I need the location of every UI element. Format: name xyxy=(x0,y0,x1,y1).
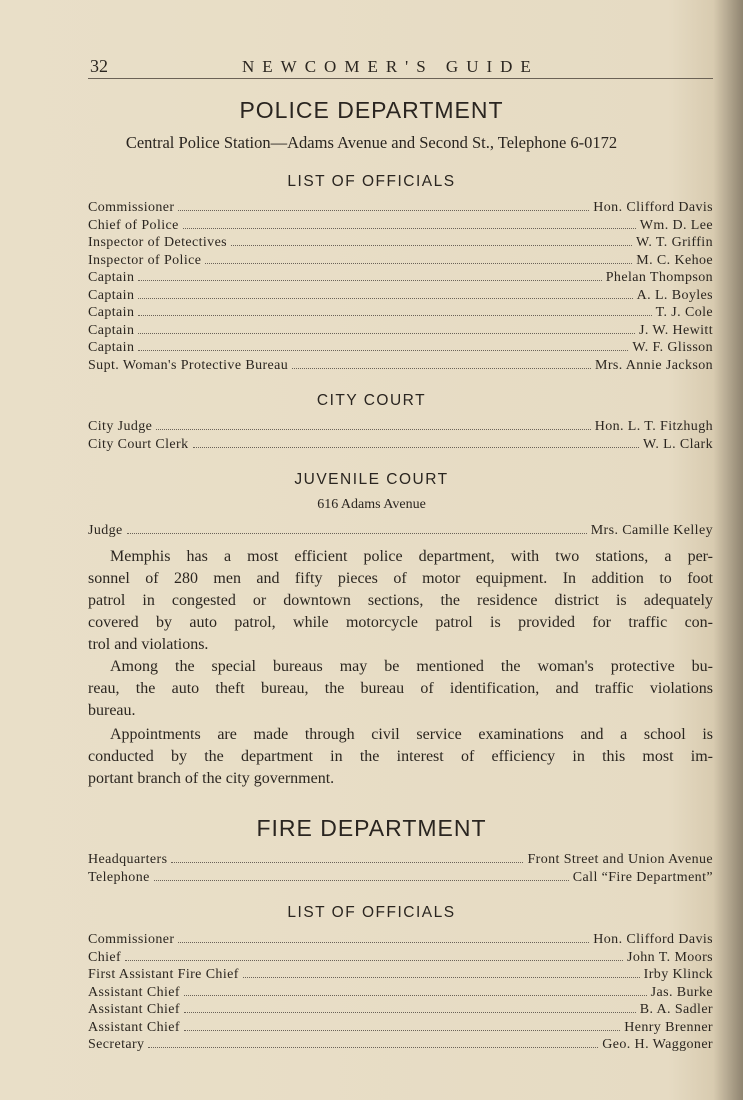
role-label: Captain xyxy=(88,305,135,320)
official-name: W. F. Glisson xyxy=(632,340,713,355)
official-name: John T. Moors xyxy=(627,949,713,965)
role-label: Assistant Chief xyxy=(88,1019,180,1035)
police-official-row xyxy=(88,269,713,286)
paragraph-line: covered by auto patrol, while motorcycle patrol is provided for traffic con- xyxy=(88,614,713,631)
fire-official-row xyxy=(88,931,713,948)
official-name: B. A. Sadler xyxy=(639,1002,713,1017)
paragraph-line: bureau. xyxy=(88,702,136,719)
role-label: Commissioner xyxy=(88,932,175,947)
police-department-title: POLICE DEPARTMENT xyxy=(239,97,504,123)
body-paragraph xyxy=(88,724,713,790)
dot-leader xyxy=(125,950,623,961)
official-name: Hon. L. T. Fitzhugh xyxy=(594,419,713,434)
dot-leader xyxy=(138,323,635,334)
official-name: T. J. Cole xyxy=(655,305,713,320)
official-name: A. L. Boyles xyxy=(636,287,713,303)
police-official-row xyxy=(88,322,713,339)
dot-leader xyxy=(178,932,589,943)
role-label: Judge xyxy=(88,523,123,538)
fire-official-row xyxy=(88,1019,713,1036)
dot-leader xyxy=(178,200,589,211)
paragraph-line: portant branch of the city government. xyxy=(88,770,335,787)
paragraph-line: trol and violations. xyxy=(88,636,209,653)
fire-official-row xyxy=(88,1036,713,1053)
fire-department-title: FIRE DEPARTMENT xyxy=(256,815,487,841)
dot-leader xyxy=(156,419,590,430)
dot-leader xyxy=(138,270,601,281)
official-name: Hon. Clifford Davis xyxy=(593,200,713,215)
juvenile-court-row xyxy=(88,522,713,539)
role-label: Captain xyxy=(88,287,135,303)
dot-leader xyxy=(138,288,632,299)
city-court-heading: CITY COURT xyxy=(316,392,427,409)
paragraph-line: reau, the auto theft bureau, the bureau of identification, and traffic violations xyxy=(88,680,713,697)
fire-official-row xyxy=(88,984,713,1001)
role-label: Assistant Chief xyxy=(88,1002,180,1017)
role-label: Captain xyxy=(88,340,135,355)
role-label: Captain xyxy=(88,322,135,338)
role-label: Commissioner xyxy=(88,200,175,215)
paragraph-line: Memphis has a most efficient police department, with two stations, a per- xyxy=(110,548,713,565)
official-name: Mrs. Annie Jackson xyxy=(594,357,713,373)
running-title: NEWCOMER'S GUIDE xyxy=(242,57,539,76)
official-name: Geo. H. Waggoner xyxy=(602,1037,713,1052)
dot-leader xyxy=(171,852,523,863)
role-label: City Court Clerk xyxy=(88,437,189,452)
police-official-row xyxy=(88,252,713,269)
role-label: Assistant Chief xyxy=(88,984,180,1000)
official-name: Irby Klinck xyxy=(643,967,713,982)
role-label: Supt. Woman's Protective Bureau xyxy=(88,357,289,373)
paragraph-line: sonnel of 280 men and fifty pieces of motor equipment. In addition to foot xyxy=(88,570,713,587)
police-official-row xyxy=(88,217,713,234)
fire-official-row xyxy=(88,949,713,966)
dot-leader xyxy=(205,253,632,264)
role-label: Headquarters xyxy=(88,852,168,867)
juvenile-court-address: 616 Adams Avenue xyxy=(317,497,426,512)
juvenile-court-heading: JUVENILE COURT xyxy=(294,471,449,488)
fire-official-row xyxy=(88,966,713,983)
dot-leader xyxy=(148,1037,598,1048)
paragraph-line: Among the special bureaus may be mentioned the woman's protective bu- xyxy=(110,658,713,675)
dot-leader xyxy=(184,1002,636,1013)
dot-leader xyxy=(154,870,569,881)
role-label: Chief xyxy=(88,949,122,965)
official-name: J. W. Hewitt xyxy=(638,322,713,338)
body-paragraph xyxy=(88,656,713,722)
official-name: Phelan Thompson xyxy=(605,270,713,285)
body-paragraph xyxy=(88,546,713,656)
official-name: Mrs. Camille Kelley xyxy=(590,523,713,538)
official-name: W. T. Griffin xyxy=(635,235,713,250)
dot-leader xyxy=(243,967,640,978)
official-name: Hon. Clifford Davis xyxy=(593,932,713,947)
police-official-row xyxy=(88,357,713,374)
city-court-row xyxy=(88,418,713,435)
dot-leader xyxy=(138,340,628,351)
info-value: Call “Fire Department” xyxy=(572,870,713,885)
dot-leader xyxy=(184,985,647,996)
official-name: Wm. D. Lee xyxy=(639,217,713,233)
dot-leader xyxy=(292,358,591,369)
role-label: Captain xyxy=(88,270,135,285)
official-name: M. C. Kehoe xyxy=(636,252,713,268)
role-label: City Judge xyxy=(88,419,153,434)
fire-official-row xyxy=(88,1001,713,1018)
police-official-row xyxy=(88,234,713,251)
police-official-row xyxy=(88,339,713,356)
paragraph-line: conducted by the department in the interest of efficiency in this most im- xyxy=(88,748,713,765)
official-name: W. L. Clark xyxy=(643,437,713,452)
dot-leader xyxy=(184,1020,620,1031)
paragraph-line: Appointments are made through civil service examinations and a school is xyxy=(110,726,713,743)
role-label: Telephone xyxy=(88,870,150,885)
page-header xyxy=(88,56,713,79)
police-officials-heading: LIST OF OFFICIALS xyxy=(287,173,456,190)
dot-leader xyxy=(138,305,651,316)
dot-leader xyxy=(127,523,587,534)
role-label: First Assistant Fire Chief xyxy=(88,967,239,982)
police-official-row xyxy=(88,287,713,304)
role-label: Secretary xyxy=(88,1037,145,1052)
role-label: Chief of Police xyxy=(88,217,179,233)
police-official-row xyxy=(88,304,713,321)
fire-info-row xyxy=(88,869,713,886)
city-court-row xyxy=(88,436,713,453)
fire-officials-heading: LIST OF OFFICIALS xyxy=(287,904,456,921)
dot-leader xyxy=(193,437,640,448)
paragraph-line: patrol in congested or downtown sections, the residence district is adequately xyxy=(88,592,713,609)
role-label: Inspector of Police xyxy=(88,252,202,268)
page-number: 32 xyxy=(90,56,108,76)
police-official-row xyxy=(88,199,713,216)
police-station-line: Central Police Station—Adams Avenue and Second St., Telephone 6-0172 xyxy=(125,133,618,152)
dot-leader xyxy=(231,235,632,246)
role-label: Inspector of Detectives xyxy=(88,235,228,250)
dot-leader xyxy=(183,218,636,229)
fire-info-row xyxy=(88,851,713,868)
official-name: Henry Brenner xyxy=(624,1019,713,1035)
info-value: Front Street and Union Avenue xyxy=(527,852,713,867)
official-name: Jas. Burke xyxy=(650,984,713,1000)
